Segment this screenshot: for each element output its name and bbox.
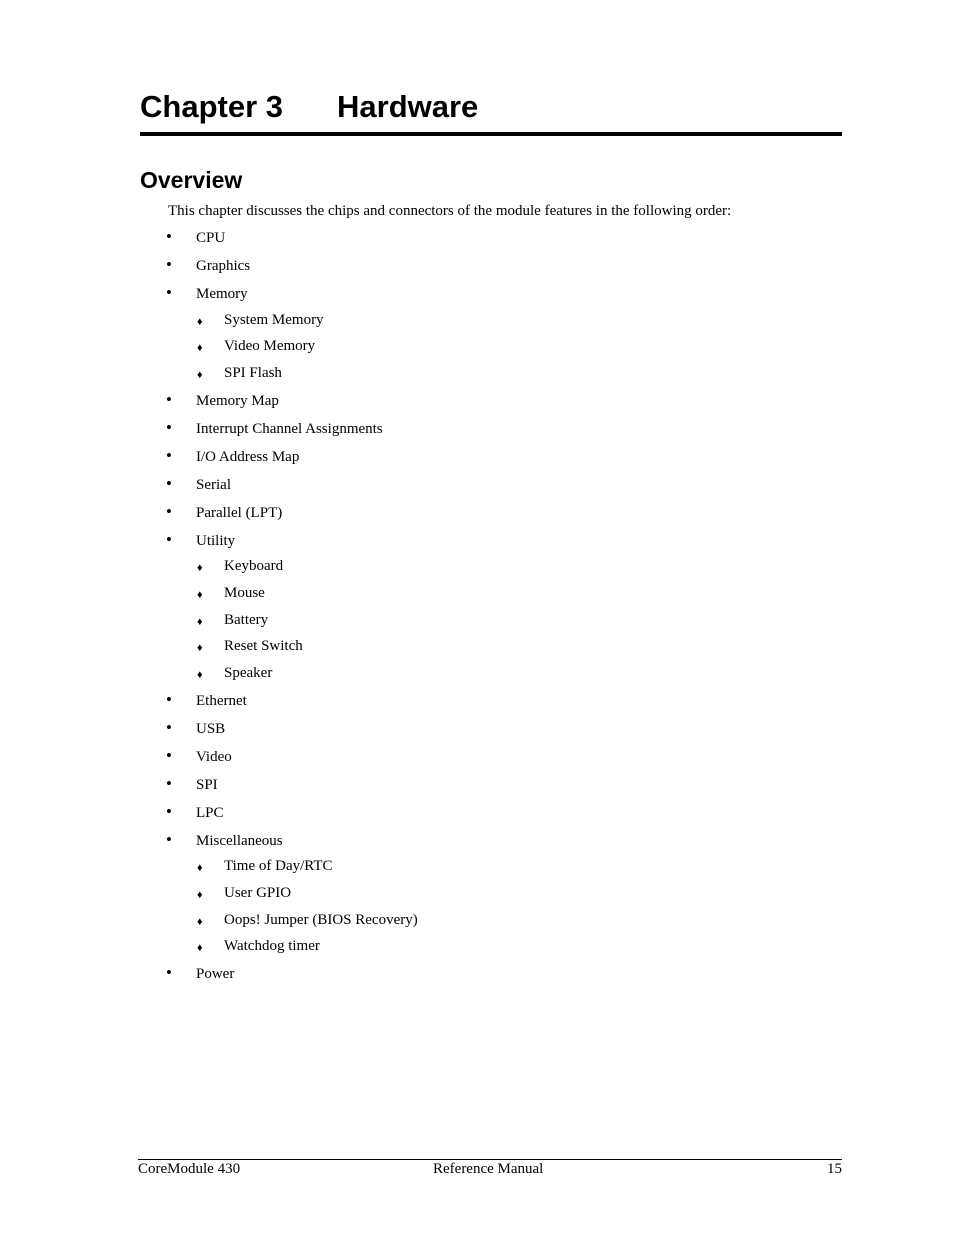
list-item-label: Video Memory: [224, 338, 316, 355]
chapter-number: Chapter 3: [140, 89, 283, 124]
list-item-label: Interrupt Channel Assignments: [196, 420, 383, 437]
diamond-bullet-icon: ♦: [197, 315, 203, 328]
list-item-label: I/O Address Map: [196, 448, 300, 465]
bullet-icon: •: [166, 473, 172, 493]
footer-product: CoreModule 430: [138, 1161, 241, 1177]
list-item-label: Watchdog timer: [224, 938, 320, 955]
bullet-icon: •: [166, 829, 172, 849]
bullet-icon: •: [166, 227, 172, 246]
diamond-bullet-icon: ♦: [197, 642, 203, 655]
list-item-label: Battery: [224, 611, 269, 628]
list-item-label: Utility: [196, 532, 236, 549]
diamond-bullet-icon: ♦: [197, 862, 203, 875]
bullet-icon: •: [166, 389, 172, 409]
list-item-label: User GPIO: [224, 885, 292, 901]
intro-paragraph: This chapter discusses the chips and connectors of the module features in the following order:: [168, 203, 732, 219]
list-item-label: Video: [196, 748, 232, 765]
bullet-icon: •: [166, 283, 172, 302]
page-number: 15: [827, 1161, 842, 1177]
list-item-label: Serial: [196, 476, 231, 493]
section-heading: Overview: [140, 167, 243, 193]
bullet-icon: •: [166, 445, 172, 465]
list-item-label: Reset Switch: [224, 638, 303, 655]
bullet-icon: •: [166, 255, 172, 274]
list-item-label: Oops! Jumper (BIOS Recovery): [224, 911, 418, 928]
bullet-icon: •: [166, 745, 172, 765]
bullet-icon: •: [166, 801, 172, 821]
list-item-label: CPU: [196, 230, 226, 246]
diamond-bullet-icon: ♦: [197, 589, 203, 601]
bullet-icon: •: [166, 529, 172, 549]
list-item-label: Speaker: [224, 664, 273, 681]
list-item-label: Power: [196, 966, 235, 983]
diamond-bullet-icon: ♦: [197, 942, 203, 955]
diamond-bullet-icon: ♦: [197, 668, 203, 681]
chapter-heading: [140, 88, 842, 136]
list-item-label: USB: [196, 720, 226, 737]
diamond-bullet-icon: ♦: [197, 889, 203, 901]
list-item-label: Time of Day/RTC: [224, 858, 333, 875]
list-item-label: SPI Flash: [224, 364, 282, 381]
bullet-icon: •: [166, 963, 172, 983]
list-item-label: System Memory: [224, 311, 324, 328]
list-item-label: Keyboard: [224, 558, 284, 575]
list-item-label: Graphics: [196, 258, 251, 274]
diamond-bullet-icon: ♦: [197, 368, 203, 381]
list-item-label: Ethernet: [196, 692, 247, 709]
bullet-icon: •: [166, 501, 172, 521]
diamond-bullet-icon: ♦: [197, 342, 203, 355]
list-item-label: Miscellaneous: [196, 832, 283, 849]
page-footer: [138, 1159, 842, 1180]
list-item-label: Memory: [196, 286, 248, 302]
list-item-label: Mouse: [224, 585, 265, 601]
diamond-bullet-icon: ♦: [197, 615, 203, 628]
bullet-icon: •: [166, 417, 172, 437]
list-item-label: SPI: [196, 776, 218, 793]
diamond-bullet-icon: ♦: [197, 915, 203, 928]
list-item-label: LPC: [196, 804, 224, 821]
diamond-bullet-icon: ♦: [197, 562, 203, 575]
bullet-icon: •: [166, 689, 172, 709]
list-item-label: Memory Map: [196, 392, 279, 409]
bullet-icon: •: [166, 717, 172, 737]
list-item-label: Parallel (LPT): [196, 504, 283, 521]
chapter-title: Hardware: [337, 89, 479, 124]
footer-doc-title: Reference Manual: [433, 1161, 544, 1177]
bullet-icon: •: [166, 773, 172, 793]
